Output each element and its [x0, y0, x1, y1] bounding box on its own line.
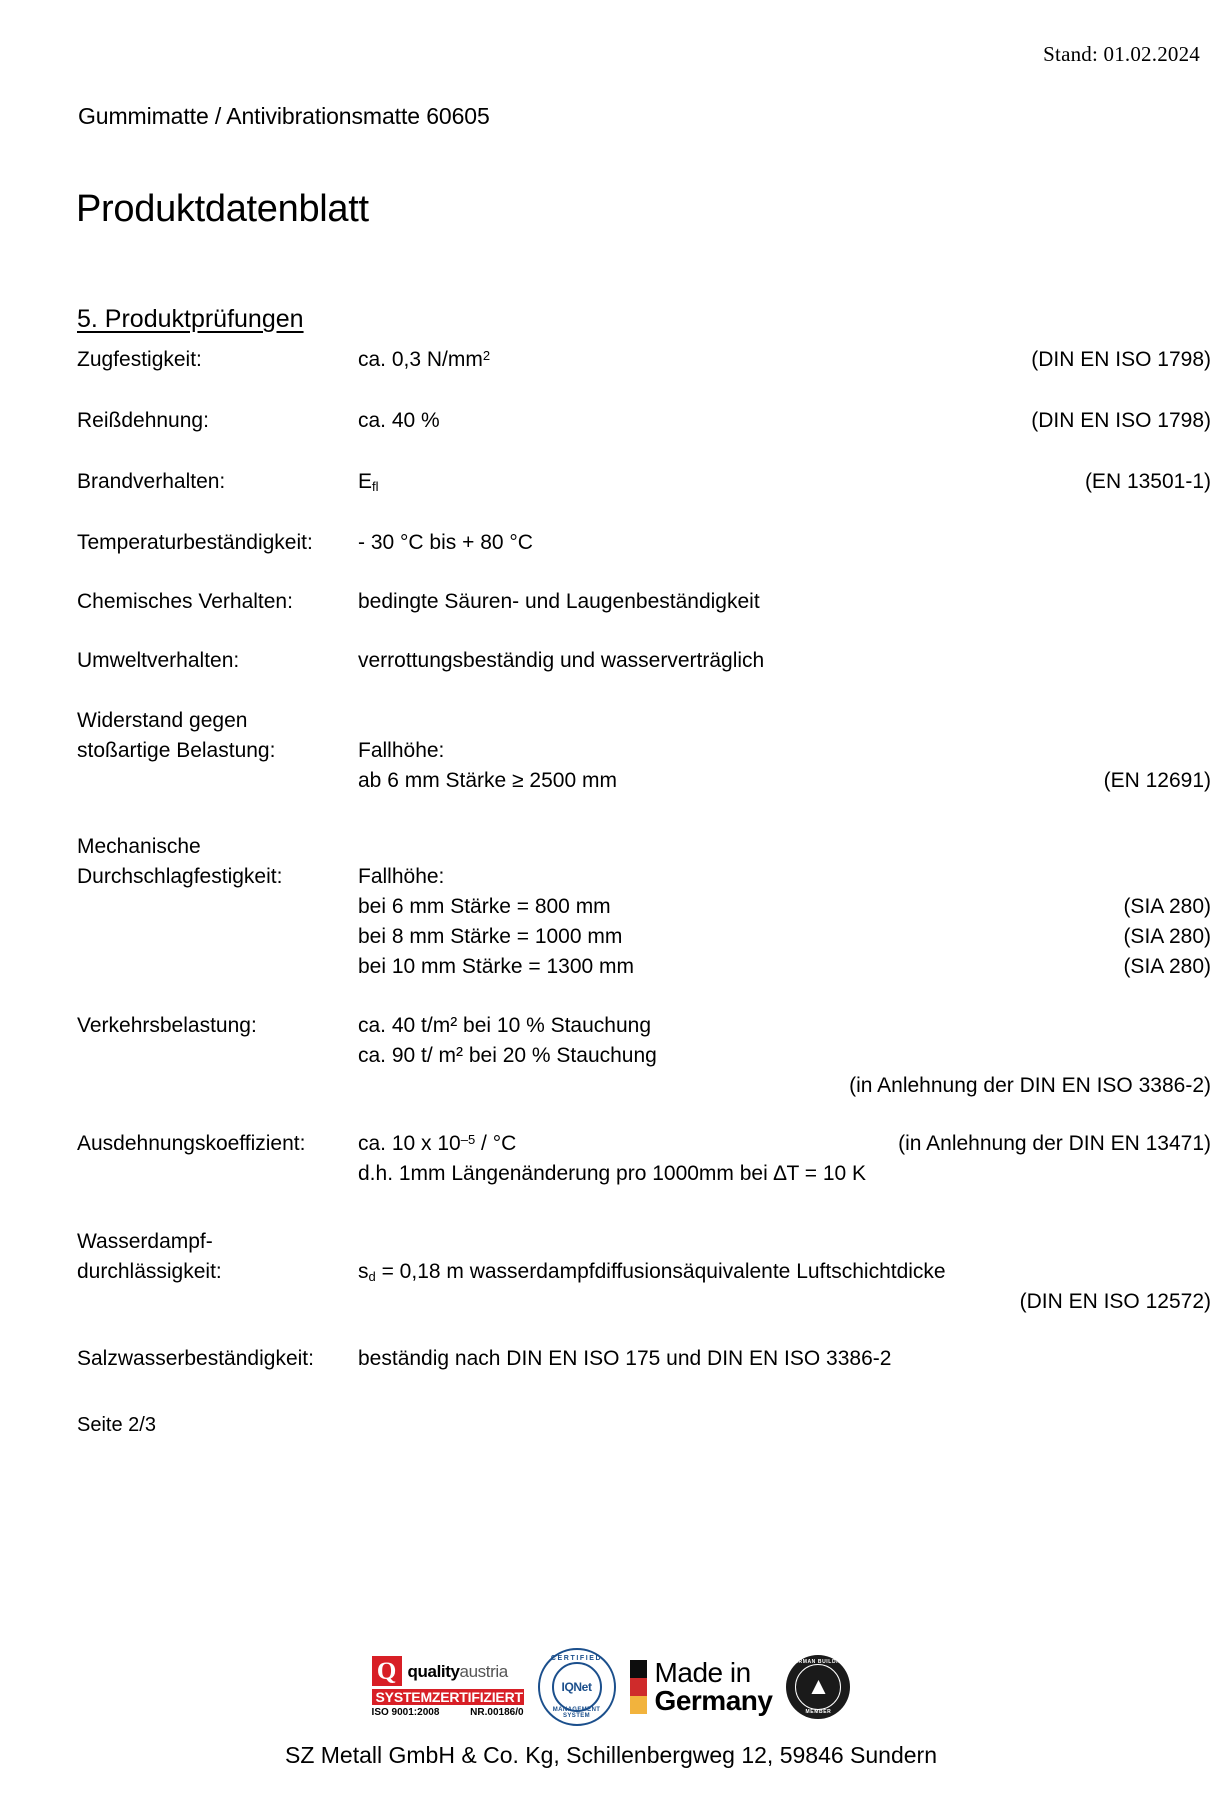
quality-austria-band: SYSTEMZERTIFIZIERT [372, 1689, 524, 1705]
subscript: fl [372, 478, 379, 494]
spec-standard: (DIN EN ISO 1798) [1031, 409, 1211, 432]
spec-label-line2: durchlässigkeit: [77, 1260, 222, 1283]
german-building-member-seal [786, 1655, 850, 1719]
spec-value-line1: ca. 40 t/m² bei 10 % Stauchung [358, 1014, 652, 1037]
spec-standard: (SIA 280) [1123, 925, 1211, 948]
iqnet-arc-bottom-text: MANAGEMENT SYSTEM [552, 1707, 601, 1719]
spec-row-salzwasserbestaendigkeit [0, 1347, 1222, 1377]
spec-value: - 30 °C bis + 80 °C [358, 531, 533, 554]
spec-label: Salzwasserbeständigkeit: [77, 1347, 314, 1370]
spec-row-durchschlagfestigkeit [0, 835, 1222, 1014]
spec-label-line2: Durchschlagfestigkeit: [77, 865, 283, 888]
subscript: d [368, 1268, 376, 1284]
revision-date: Stand: 01.02.2024 [1043, 42, 1200, 66]
spec-label: Umweltverhalten: [77, 649, 240, 672]
quality-austria-nr: NR.00186/0 [470, 1707, 524, 1718]
spec-label-line1: Wasserdampf- [77, 1230, 213, 1253]
spec-label-line1: Mechanische [77, 835, 201, 858]
spec-label: Brandverhalten: [77, 470, 226, 493]
certification-logos [0, 1648, 1222, 1726]
spec-standard: (DIN EN ISO 12572) [1019, 1290, 1211, 1313]
spec-value: ca. 40 % [358, 409, 440, 432]
spec-label-line2: stoßartige Belastung: [77, 739, 276, 762]
spec-row-chemisches-verhalten [0, 590, 1222, 649]
spec-value-line1: Fallhöhe: [358, 865, 445, 888]
superscript: –5 [460, 1132, 476, 1148]
tree-icon: ▲ [795, 1664, 841, 1710]
quality-austria-q-icon: Q [372, 1656, 402, 1686]
iqnet-center-text: IQNet [561, 1680, 592, 1694]
spec-value-line2: ab 6 mm Stärke ≥ 2500 mm [358, 769, 617, 792]
spec-row-ausdehnungskoeffizient [0, 1132, 1222, 1230]
spec-row-zugfestigkeit [0, 348, 1222, 409]
spec-value-line1: Fallhöhe: [358, 739, 445, 762]
spec-standard: (in Anlehnung der DIN EN ISO 3386-2) [849, 1074, 1211, 1097]
quality-austria-iso: ISO 9001:2008 [371, 1707, 440, 1718]
page-title: Produktdatenblatt [76, 188, 369, 230]
seal-arc-top-text: GERMAN BUILDING [790, 1659, 847, 1665]
spec-label: Reißdehnung: [77, 409, 209, 432]
made-in-germany-line2: Germany [654, 1685, 773, 1716]
made-in-germany-line1: Made in [654, 1657, 751, 1688]
spec-value-line2: ca. 90 t/ m² bei 20 % Stauchung [358, 1044, 657, 1067]
spec-row-brandverhalten [0, 470, 1222, 531]
spec-label: Temperaturbeständigkeit: [77, 531, 313, 554]
spec-value-line2: d.h. 1mm Längenänderung pro 1000mm bei ∆T = 10 K [358, 1162, 867, 1185]
spec-value-line1: ca. 10 x $10^{-5} / ^\circ C$ [358, 1132, 517, 1155]
spec-row-temperaturbestaendigkeit [0, 531, 1222, 590]
spec-label: Ausdehnungskoeffizient: [77, 1132, 306, 1155]
spec-standard: (in Anlehnung der DIN EN 13471) [898, 1132, 1211, 1155]
spec-value: bei 10 mm Stärke = 1300 mm [358, 955, 635, 978]
spec-value: verrottungsbeständig und wasserverträglich [358, 649, 765, 672]
spec-label: Zugfestigkeit: [77, 348, 202, 371]
company-address: SZ Metall GmbH & Co. Kg, Schillenbergweg 12, 59846 Sundern [284, 1742, 938, 1768]
quality-austria-logo [372, 1656, 524, 1718]
spec-standard: (DIN EN ISO 1798) [1031, 348, 1211, 371]
spec-value: ca. 0,3 $N/mm^2$ [358, 348, 491, 371]
spec-value: $s_d = 0,18$ m wasserdampfdiffusionsäquivalente Luftschichtdicke [358, 1260, 946, 1284]
spec-value: bei 8 mm Stärke = 1000 mm [358, 925, 623, 948]
spec-value: beständig nach DIN EN ISO 175 und DIN EN ISO 3386-2 [358, 1347, 892, 1370]
spec-row-wasserdampfdurchlaessigkeit [0, 1230, 1222, 1347]
spec-value: $E_{fl}$ [358, 470, 379, 494]
page-number: Seite 2/3 [77, 1414, 156, 1436]
spec-label: Verkehrsbelastung: [77, 1014, 257, 1037]
spec-row-verkehrsbelastung [0, 1014, 1222, 1132]
iqnet-arc-top-text: CERTIFIED [550, 1655, 603, 1662]
spec-label-line1: Widerstand gegen [77, 709, 248, 732]
german-flag-icon [630, 1660, 647, 1714]
made-in-germany-logo [630, 1659, 773, 1715]
spec-value: bedingte Säuren- und Laugenbeständigkeit [358, 590, 760, 613]
seal-arc-bottom-text: MEMBER [805, 1709, 832, 1715]
spec-standard: (SIA 280) [1123, 955, 1211, 978]
specification-list [0, 348, 1222, 1377]
spec-row-reissdehnung [0, 409, 1222, 470]
iqnet-logo [538, 1648, 616, 1726]
spec-standard: (SIA 280) [1123, 895, 1211, 918]
quality-austria-name: qualityaustria [407, 1661, 508, 1681]
spec-row-stossartige-belastung [0, 709, 1222, 835]
spec-value: bei 6 mm Stärke = 800 mm [358, 895, 611, 918]
spec-row-umweltverhalten [0, 649, 1222, 709]
spec-standard: (EN 12691) [1103, 769, 1211, 792]
product-name: Gummimatte / Antivibrationsmatte 60605 [78, 103, 490, 129]
section-heading: 5. Produktprüfungen [77, 305, 304, 333]
spec-standard: (EN 13501-1) [1084, 470, 1211, 493]
spec-label: Chemisches Verhalten: [77, 590, 293, 613]
superscript: 2 [482, 348, 491, 364]
